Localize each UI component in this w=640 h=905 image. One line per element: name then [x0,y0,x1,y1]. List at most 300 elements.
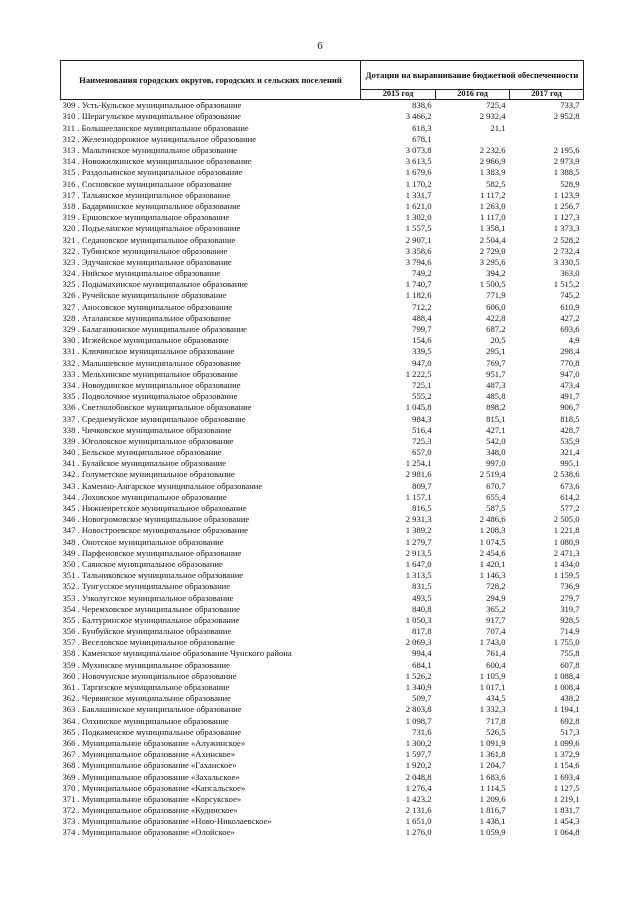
subsidy-value-2017: 1 256,7 [553,200,580,211]
municipality-name: 314 . Новожилкинское муниципальное образование [62,156,252,167]
table-row [61,771,584,782]
subsidy-value-2016: 917,7 [486,614,506,625]
municipality-name: 352 . Тунгусское муниципальное образование [62,581,231,592]
table-row [61,290,584,301]
subsidy-value-2016: 394,2 [486,268,506,279]
table-row [61,805,584,816]
table-row [61,447,584,458]
municipality-name: 309 . Усть-Кульское муниципальное образование [61,100,361,112]
subsidy-value-2015: 725,3 [412,435,432,446]
subsidy-value-2017: 2 973,9 [553,156,580,167]
subsidy-value-2015: 1 098,7 [405,715,432,726]
subsidy-value-2015: 1 621,0 [405,200,432,211]
table-row [61,738,584,749]
subsidy-value-2017: 473,4 [560,379,580,390]
subsidy-value-2015: 1 389,2 [405,525,432,536]
table-row [61,727,584,738]
municipality-name: 339 . Юголокское муниципальное образование [62,435,234,446]
municipality-name: 350 . Саянское муниципальное образование [62,558,223,569]
subsidy-value-2016: 600,4 [486,659,506,670]
subsidy-value-2015: 1 597,7 [405,749,432,760]
year-header-2017: 2017 год [510,90,584,100]
subsidy-value-2016: 1 420,1 [479,558,506,569]
subsidy-value-2017: 2 952,8 [553,111,580,122]
subsidy-value-2015: 817,8 [412,626,432,637]
subsidy-value-2015: 1 276,4 [405,782,432,793]
municipality-name: 319 . Ершовское муниципальное образование [62,212,230,223]
municipality-name: 342 . Голуметское муниципальное образование [62,469,235,480]
table-row [61,492,584,503]
subsidy-value-2016: 1 438,1 [479,816,506,827]
subsidy-value-2016: 2 932,4 [479,111,506,122]
table-row [61,122,584,133]
table-row [61,391,584,402]
subsidy-value-2016: 2 232,6 [479,145,506,156]
table-row [61,760,584,771]
subsidy-value-2016: 21,1 [490,122,506,133]
municipality-name: 361 . Таргизское муниципальное образование [62,682,230,693]
municipality-name: 334 . Новоудинское муниципальное образование [62,379,241,390]
subsidy-value-2017: 736,9 [560,581,580,592]
subsidy-value-2015: 339,5 [412,346,432,357]
subsidy-value-2016: 526,5 [486,726,506,737]
subsidy-value-2015: 1 254,1 [405,458,432,469]
subsidy-value-2015: 1 276,0 [405,827,432,838]
municipality-name: 346 . Новогромовское муниципальное образование [62,514,250,525]
table-row [61,581,584,592]
subsidy-value-2017: 1 008,4 [553,682,580,693]
table-row [61,480,584,491]
subsidy-value-2016: 771,9 [486,290,506,301]
table-row [61,134,584,145]
table-row [61,190,584,201]
subsidy-value-2017: 1 831,7 [553,805,580,816]
subsidy-value-2017: 2 471,3 [553,547,580,558]
subsidy-value-2016: 295,1 [486,346,506,357]
subsidy-value-2015: 555,2 [412,391,432,402]
subsidy-value-2015: 1 557,5 [405,223,432,234]
subsidy-value-2015: 984,3 [412,413,432,424]
municipality-name: 330 . Игжейское муниципальное образование [62,335,229,346]
subsidy-value-2017: 1 373,3 [553,223,580,234]
subsidy-value-2017: 673,6 [560,480,580,491]
table-row [61,279,584,290]
subsidy-value-2016: 951,7 [486,368,506,379]
subsidy-value-2015: 516,4 [412,424,432,435]
table-row [61,167,584,178]
subsidy-value-2016: 487,3 [486,379,506,390]
subsidy-value-2017: 3 330,5 [553,256,580,267]
subsidy-value-2017: 577,2 [560,503,580,514]
municipality-name: 366 . Муниципальное образование «Алужинское» [62,737,246,748]
table-row [61,357,584,368]
subsidy-value-2017: 1 194,1 [553,704,580,715]
subsidy-value-2017: 1 454,3 [553,816,580,827]
table-row [61,458,584,469]
municipality-name: 327 . Аносовское муниципальное образование [62,301,233,312]
subsidy-value-2016: 1 208,3 [479,525,506,536]
subsidy-value-2016: 582,5 [486,178,506,189]
subsidy-value-2017: 745,2 [560,290,580,301]
subsidy-value-2015: 1 740,7 [405,279,432,290]
subsidy-value-2016: 1 017,1 [479,682,506,693]
subsidy-value-2016: 434,5 [486,693,506,704]
municipality-name: 359 . Мухинское муниципальное образование [62,659,230,670]
subsidy-value-2017: 1 515,2 [553,279,580,290]
table-row [61,380,584,391]
subsidy-value-2016: 1 500,5 [479,279,506,290]
table-row [61,637,584,648]
table-row [61,100,584,112]
municipality-name: 367 . Муниципальное образование «Ахинское» [62,749,236,760]
subsidy-value-2017: 491,7 [560,391,580,402]
subsidy-value-2017: 607,8 [560,659,580,670]
subsidy-value-2016: 485,8 [486,391,506,402]
subsidy-value-2016: 2 504,4 [479,234,506,245]
subsidy-value-2017: 319,7 [560,603,580,614]
municipality-name: 372 . Муниципальное образование «Кудинское» [62,805,238,816]
subsidy-value-2015: 493,5 [412,592,432,603]
subsidy-value-2015: 1 526,2 [405,670,432,681]
subsidy-value-2016: 997,0 [486,458,506,469]
subsidy-value-2016: 898,2 [486,402,506,413]
subsidy-value-2015: 3 613,5 [405,156,432,167]
subsidy-value-2015: 2 907,1 [405,234,432,245]
subsidy-value-2015: 725,1 [412,379,432,390]
subsidy-value-2016: 2 486,6 [479,514,506,525]
subsidy-value-2016: 1 114,5 [480,782,506,793]
subsidy-value-2016: 769,7 [486,357,506,368]
table-row [61,402,584,413]
subsidy-value-2015: 657,0 [412,447,432,458]
table-row [61,693,584,704]
subsidy-value-2015: 1 157,1 [405,491,432,502]
subsidy-value-2017: 1 221,8 [553,525,580,536]
table-row [61,827,584,838]
subsidy-value-2017: 1 219,1 [553,793,580,804]
municipality-name: 336 . Светлолобовское муниципальное образование [62,402,252,413]
name-column-header: Наименования городских округов, городских и сельских поселений [61,61,361,100]
subsidy-value-2015: 3 794,6 [405,256,432,267]
municipality-name: 370 . Муниципальное образование «Капсальское» [62,782,246,793]
subsidy-value-2015: 712,2 [412,301,432,312]
subsidy-value-2016: 728,2 [486,581,506,592]
municipality-name: 358 . Каменское муниципальное образование Чунского района [62,648,292,659]
subsidy-value-2017: 1 064,8 [553,827,580,838]
subsidy-value-2015: 1 679,6 [405,167,432,178]
subsidy-value-2015: 799,7 [412,324,432,335]
subsidy-value-2017: 517,3 [560,726,580,737]
subsidy-value-2015: 618,3 [412,122,432,133]
table-row [61,335,584,346]
subsidy-value-2017: 1 434,0 [553,558,580,569]
subsidy-value-2015: 1 050,3 [405,614,432,625]
table-row [61,369,584,380]
subsidy-value-2017: 1 372,9 [553,749,580,760]
subsidy-value-2015: 816,5 [412,503,432,514]
subsidy-value-2015: 2 931,3 [405,514,432,525]
municipality-name: 326 . Ручейское муниципальное образование [62,290,227,301]
subsidy-value-2016: 2 454,6 [479,547,506,558]
table-row [61,626,584,637]
municipality-name: 338 . Чичковское муниципальное образование [62,424,232,435]
table-row [61,178,584,189]
subsidy-value-2016: 1 743,0 [479,637,506,648]
subsidy-value-2017 [510,122,584,133]
subsidy-value-2017: 1 080,9 [553,536,580,547]
subsidy-value-2017: 733,7 [510,100,584,112]
municipality-name: 318 . Бадарминское муниципальное образование [62,200,241,211]
municipality-name: 322 . Тубинское муниципальное образование [62,245,228,256]
municipality-name: 328 . Аталанское муниципальное образование [62,312,231,323]
subsidy-value-2015: 154,6 [412,335,432,346]
table-row [61,659,584,670]
subsidy-value-2015: 1 302,0 [405,212,432,223]
subsidy-value-2015: 1 651,0 [405,816,432,827]
municipality-name: 347 . Новостроевское муниципальное образование [62,525,248,536]
subsidy-value-2016: 2 729,0 [479,245,506,256]
subsidy-value-2017: 1 693,4 [553,771,580,782]
municipality-name: 324 . Нийское муниципальное образование [62,268,221,279]
subsidy-value-2016: 725,4 [436,100,510,112]
subsidy-value-2016: 717,8 [486,715,506,726]
subsidy-value-2017: 535,9 [560,435,580,446]
subsidy-value-2016: 2 966,9 [479,156,506,167]
municipality-name: 320 . Подъеланское муниципальное образование [62,223,241,234]
municipality-name: 374 . Муниципальное образование «Олойское» [62,827,235,838]
municipality-name: 364 . Олхинское муниципальное образование [62,715,229,726]
subsidy-value-2017: 995,1 [560,458,580,469]
subsidy-value-2015: 3 073,8 [405,145,432,156]
municipality-name: 356 . Бунбуйское муниципальное образование [62,626,232,637]
year-header-2015: 2015 год [361,90,436,100]
table-row [61,671,584,682]
municipality-name: 341 . Булайское муниципальное образование [62,458,227,469]
subsidy-value-2015: 509,7 [412,693,432,704]
subsidy-value-2017: 438,2 [560,693,580,704]
municipality-name: 310 . Шерагульское муниципальное образование [62,111,241,122]
year-header-2016: 2016 год [436,90,510,100]
subsidy-value-2017: 363,0 [560,268,580,279]
table-row [61,514,584,525]
municipality-name: 332 . Малышевское муниципальное образование [62,357,241,368]
table-row [61,201,584,212]
table-row [61,324,584,335]
subsidy-value-2016: 348,0 [486,447,506,458]
subsidy-value-2016: 1 059,9 [479,827,506,838]
subsidy-value-2016: 1 816,7 [479,805,506,816]
municipality-name: 363 . Баклашинское муниципальное образование [62,704,242,715]
subsidy-value-2015: 2 069,3 [405,637,432,648]
subsidy-value-2015: 838,6 [361,100,436,112]
subsidy-value-2017: 714,9 [560,626,580,637]
subsidy-value-2017: 2 528,2 [553,234,580,245]
subsidy-value-2017: 298,4 [560,346,580,357]
municipality-name: 317 . Тальянское муниципальное образование [62,189,231,200]
table-row [61,570,584,581]
subsidy-value-2016: 20,5 [490,335,506,346]
subsidy-value-2016: 1 263,0 [479,200,506,211]
municipality-name: 337 . Среднемуйское муниципальное образование [62,413,246,424]
table-row [61,245,584,256]
subsidy-value-2016: 365,2 [486,603,506,614]
subsidy-value-2017: 427,2 [560,312,580,323]
subsidy-value-2016 [436,134,510,145]
subsidy-value-2015: 2 913,5 [405,547,432,558]
subsidy-value-2015: 840,8 [412,603,432,614]
subsidy-value-2016: 1 683,6 [479,771,506,782]
municipality-name: 348 . Онотское муниципальное образование [62,536,224,547]
municipality-name: 360 . Новочунское муниципальное образование [62,670,237,681]
subsidies-group-header: Дотации на выравнивание бюджетной обеспеченности [361,61,584,90]
subsidy-value-2017: 1 159,5 [553,570,580,581]
subsidy-value-2015: 1 279,7 [405,536,432,547]
subsidy-value-2016: 427,1 [486,424,506,435]
table-row [61,313,584,324]
subsidy-value-2016: 606,0 [486,301,506,312]
subsidy-value-2016: 655,4 [486,491,506,502]
subsidy-value-2017: 1 154,6 [553,760,580,771]
subsidy-value-2015: 3 466,2 [405,111,432,122]
municipality-name: 331 . Ключинское муниципальное образование [62,346,235,357]
subsidy-value-2016: 687,2 [486,324,506,335]
subsidy-value-2017: 2 538,6 [553,469,580,480]
municipality-name: 312 . Железнодорожное муниципальное образование [62,133,257,144]
subsidy-value-2015: 809,7 [412,480,432,491]
municipality-name: 345 . Нижнеиретское муниципальное образование [62,503,247,514]
subsidy-value-2016: 422,8 [486,312,506,323]
table-row [61,436,584,447]
table-row [61,749,584,760]
table-row [61,111,584,122]
subsidy-value-2016: 2 519,4 [479,469,506,480]
subsidy-value-2016: 1 332,3 [479,704,506,715]
subsidy-value-2015: 947,0 [412,357,432,368]
subsidy-value-2015: 731,6 [412,726,432,737]
municipality-name: 365 . Подкаменское муниципальное образование [62,726,242,737]
table-row [61,525,584,536]
municipality-name: 325 . Подымахинское муниципальное образование [62,279,248,290]
subsidy-value-2016: 707,4 [486,626,506,637]
subsidy-value-2017: 1 127,5 [553,782,580,793]
table-row [61,682,584,693]
table-row [61,503,584,514]
subsidy-value-2017: 928,5 [560,614,580,625]
subsidy-value-2016: 1 361,8 [479,749,506,760]
table-row [61,145,584,156]
municipality-name: 340 . Бельское муниципальное образование [62,447,222,458]
table-row [61,257,584,268]
subsidy-value-2016: 1 204,7 [479,760,506,771]
subsidy-value-2017: 947,0 [560,368,580,379]
subsidy-value-2016: 1 383,9 [479,167,506,178]
subsidy-value-2016: 294,9 [486,592,506,603]
subsidy-value-2017 [510,134,584,145]
table-row [61,536,584,547]
subsidy-value-2016: 761,4 [486,648,506,659]
subsidy-value-2016: 1 105,9 [479,670,506,681]
subsidy-value-2017: 1 099,6 [553,737,580,748]
table-row [61,782,584,793]
subsidy-value-2015: 2 131,6 [405,805,432,816]
municipality-name: 335 . Подволочное муниципальное образование [62,391,238,402]
subsidy-value-2016: 1 117,0 [480,212,506,223]
subsidy-value-2015: 1 340,9 [405,682,432,693]
municipality-name: 313 . Мальтинское муниципальное образование [62,145,238,156]
table-row [61,223,584,234]
subsidy-value-2017: 906,7 [560,402,580,413]
subsidy-value-2015: 749,2 [412,268,432,279]
subsidy-value-2017: 1 755,0 [553,637,580,648]
table-row [61,592,584,603]
subsidy-value-2017: 279,7 [560,592,580,603]
subsidy-value-2017: 818,5 [560,413,580,424]
municipality-name: 321 . Седановское муниципальное образование [62,234,236,245]
municipality-name: 354 . Черемховское муниципальное образование [62,603,240,614]
table-row [61,156,584,167]
subsidy-value-2015: 1 170,2 [405,178,432,189]
subsidy-value-2016: 815,1 [486,413,506,424]
table-row [61,704,584,715]
subsidy-value-2015: 2 048,8 [405,771,432,782]
subsidy-value-2017: 2 732,4 [553,245,580,256]
subsidy-value-2017: 770,8 [560,357,580,368]
subsidy-value-2015: 994,4 [412,648,432,659]
subsidy-value-2015: 2 981,6 [405,469,432,480]
table-row [61,234,584,245]
municipality-name: 362 . Червянское муниципальное образование [62,693,231,704]
subsidy-value-2015: 1 045,8 [405,402,432,413]
municipality-name: 357 . Веселовское муниципальное образование [62,637,235,648]
municipality-name: 329 . Балаганкинское муниципальное образование [62,324,247,335]
subsidy-value-2016: 1 074,5 [479,536,506,547]
subsidy-value-2015: 678,1 [412,133,432,144]
subsidy-value-2015: 488,4 [412,312,432,323]
table-row [61,212,584,223]
table-row [61,424,584,435]
municipality-name: 355 . Балтуринское муниципальное образование [62,614,240,625]
subsidy-value-2015: 1 331,7 [405,189,432,200]
subsidy-value-2015: 1 423,2 [405,793,432,804]
subsidy-value-2017: 693,6 [560,324,580,335]
subsidy-value-2015: 684,1 [412,659,432,670]
municipality-name: 369 . Муниципальное образование «Захальское» [62,771,240,782]
subsidy-value-2017: 1 127,3 [553,212,580,223]
table-row [61,603,584,614]
subsidy-value-2017: 610,9 [560,301,580,312]
subsidy-value-2017: 428,7 [560,424,580,435]
municipality-name: 368 . Муниципальное образование «Гаханское» [62,760,237,771]
subsidy-value-2015: 831,5 [412,581,432,592]
table-row [61,268,584,279]
subsidy-value-2017: 2 505,0 [553,514,580,525]
municipality-name: 373 . Муниципальное образование «Ново-Николаевское» [62,816,272,827]
municipality-name: 343 . Каменно-Ангарское муниципальное образование [62,480,263,491]
subsidy-value-2017: 2 195,6 [553,145,580,156]
municipality-name: 315 . Раздольинское муниципальное образование [62,167,243,178]
subsidy-value-2016: 587,5 [486,503,506,514]
municipality-name: 323 . Эдучанское муниципальное образование [62,256,232,267]
table-row [61,559,584,570]
subsidy-value-2017: 1 388,5 [553,167,580,178]
subsidy-value-2017: 528,9 [560,178,580,189]
municipality-name: 316 . Сосновское муниципальное образование [62,178,232,189]
subsidy-value-2015: 1 300,2 [405,737,432,748]
municipality-name: 333 . Мельхинское муниципальное образование [62,368,238,379]
municipality-name: 344 . Лоховское муниципальное образование [62,491,227,502]
subsidy-value-2016: 1 117,2 [480,189,506,200]
page-number: 6 [317,40,323,52]
